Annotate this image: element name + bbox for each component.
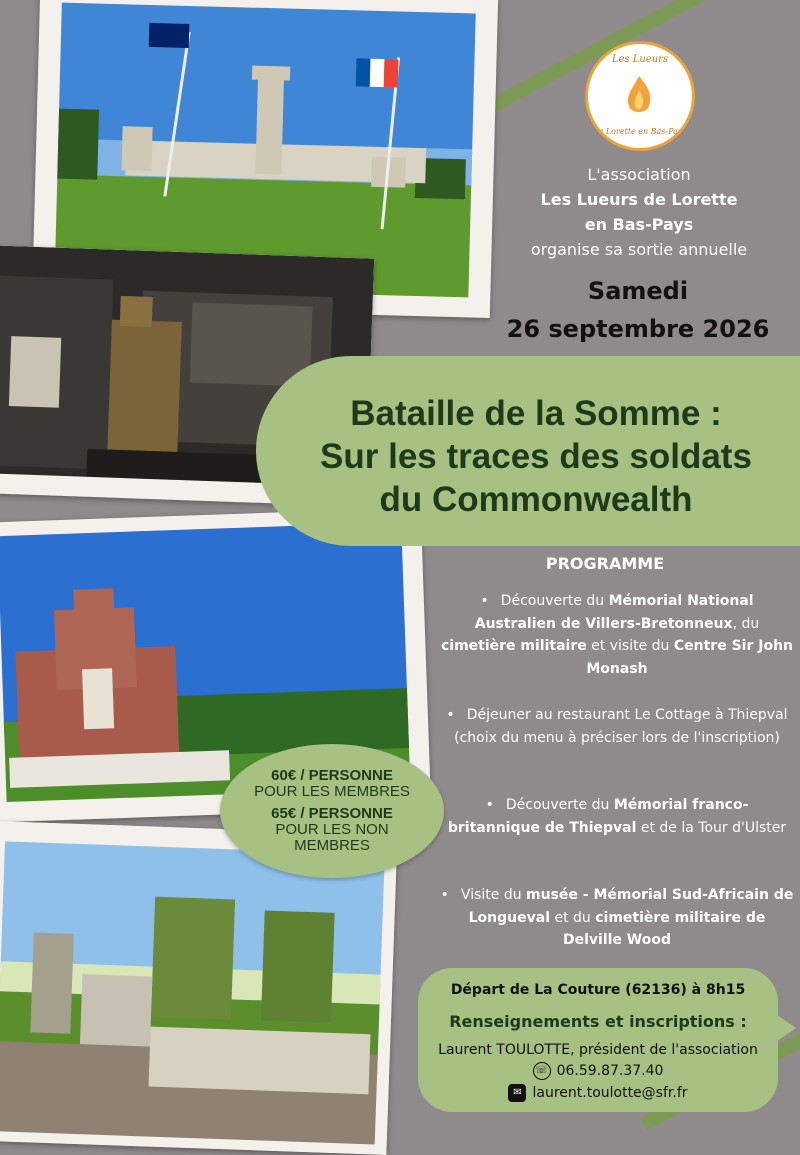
- contact-email[interactable]: [418, 1084, 778, 1102]
- bullet: •: [446, 707, 455, 723]
- title-line-3: du Commonwealth: [379, 480, 693, 519]
- programme-item-3: • Découverte du Mémorial franco-britannique de Thiepval et de la Tour d'Ulster: [447, 797, 787, 836]
- price-non-members-amount: 65€ / PERSONNE: [271, 805, 393, 822]
- association-name-2: en Bas-Pays: [584, 215, 694, 234]
- contact-phone[interactable]: [418, 1062, 778, 1080]
- logo-text-top: Les Lueurs: [611, 54, 669, 65]
- intro-text: [500, 162, 778, 262]
- intro-line-4: organise sa sortie annuelle: [530, 240, 748, 259]
- title-line-2: Sur les traces des soldats: [320, 437, 752, 476]
- price-non-members: [232, 806, 432, 854]
- phone-icon: ☏: [533, 1062, 551, 1080]
- association-name-1: Les Lueurs de Lorette: [540, 190, 738, 209]
- bullet: •: [485, 797, 494, 813]
- title-line-1: Bataille de la Somme :: [350, 394, 722, 433]
- contact-heading: Renseignements et inscriptions :: [449, 1012, 747, 1031]
- logo-text-bottom: de Lorette en Bas-Pays: [593, 127, 687, 136]
- date-full: 26 septembre 2026: [506, 315, 770, 343]
- date-day: Samedi: [587, 277, 689, 305]
- page-title: [276, 392, 796, 521]
- email-icon: ✉: [508, 1084, 526, 1102]
- association-logo: [588, 44, 692, 148]
- event-date: [488, 272, 788, 348]
- departure-info: Départ de La Couture (62136) à 8h15: [450, 982, 746, 998]
- contact-name: Laurent TOULOTTE, président de l'association: [438, 1042, 758, 1058]
- programme-item-2: • Déjeuner au restaurant Le Cottage à Thiepval (choix du menu à préciser lors de l'inscription): [446, 707, 788, 746]
- programme-heading: PROGRAMME: [545, 554, 665, 573]
- price-non-members-label-1: POUR LES NON: [275, 821, 389, 838]
- price-non-members-label-2: MEMBRES: [294, 837, 370, 854]
- intro-line-1: L'association: [587, 165, 691, 184]
- bullet: •: [440, 887, 449, 903]
- phone-number[interactable]: 06.59.87.37.40: [556, 1063, 664, 1079]
- programme-item-1: • Découverte du Mémorial National Australien de Villers-Bretonneux, du cimetière militaire et visite du Centre Sir John Monash: [440, 593, 793, 677]
- price-members-label: POUR LES MEMBRES: [254, 783, 410, 800]
- price-members: [232, 768, 432, 800]
- email-address[interactable]: laurent.toulotte@sfr.fr: [532, 1085, 688, 1101]
- bullet: •: [480, 593, 489, 609]
- flame-icon: [619, 74, 659, 118]
- programme-item-4: • Visite du musée - Mémorial Sud-Africain de Longueval et du cimetière militaire de Delville Wood: [440, 887, 794, 948]
- price-members-amount: 60€ / PERSONNE: [271, 767, 393, 784]
